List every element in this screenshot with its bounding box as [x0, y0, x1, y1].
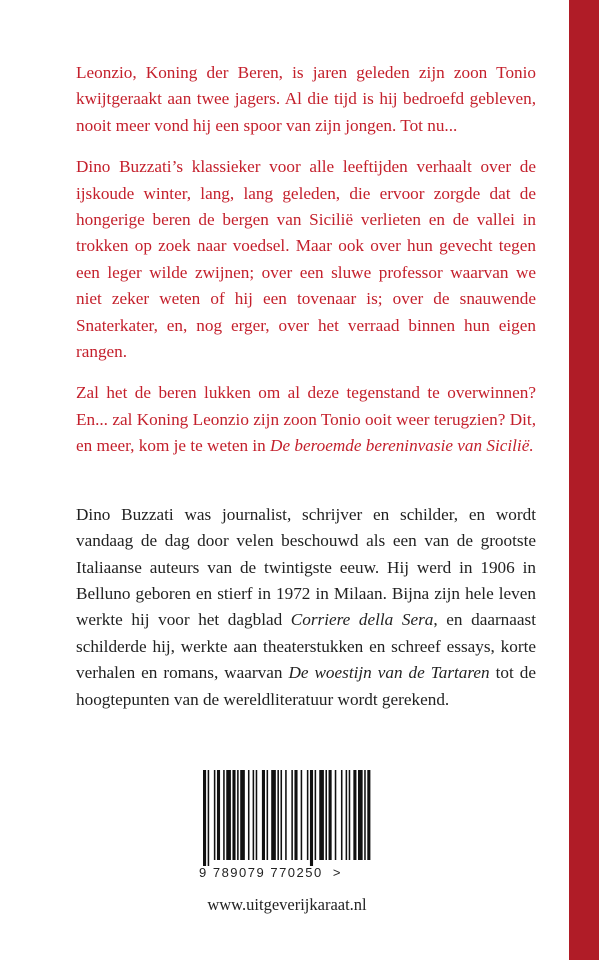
author-bio-part-1: Dino Buzzati was journalist, schrijver en schilder, en wordt vandaag de dag door velen beschouwd als een van de grootste Italiaanse auteurs van de twintigste eeuw. Hij werd in 1906 in Belluno geboren en stierf in 1972 in Milaan. Bijna zijn hele leven werkte hij voor het dagblad — [76, 504, 536, 630]
barcode-bar — [262, 770, 265, 860]
barcode-bar — [341, 770, 343, 860]
barcode-bar — [329, 770, 332, 860]
barcode-bar — [364, 770, 366, 860]
barcode-bar — [208, 770, 210, 866]
barcode-bar — [335, 770, 337, 860]
intro-paragraph-3-text: Zal het de beren lukken om al deze tegenstand te overwinnen? En... zal Koning Leonzio zijn zoon Tonio ooit weer terugzien? Dit, en meer, kom je te weten in — [76, 383, 536, 456]
isbn-barcode — [199, 770, 375, 882]
barcode-bar — [291, 770, 293, 860]
barcode-bar — [237, 770, 239, 860]
barcode-bar — [203, 770, 206, 866]
barcode-bars — [199, 770, 375, 870]
publisher-website: www.uitgeverijkaraat.nl — [207, 895, 367, 914]
barcode-bar — [319, 770, 324, 860]
barcode-bar — [315, 770, 317, 860]
barcode-bar — [277, 770, 279, 860]
barcode-bar — [367, 770, 370, 860]
barcode-bar — [346, 770, 348, 860]
barcode-bar — [214, 770, 216, 860]
intro-paragraph-1: Leonzio, Koning der Beren, is jaren geleden zijn zoon Tonio kwijtgeraakt aan twee jagers. Al die tijd is hij bedroefd gebleven, nooit meer vond hij een spoor van zijn jongen. Tot nu... — [76, 63, 536, 135]
barcode-bar — [248, 770, 250, 860]
author-bio-part-2: , en daarnaast schilderde hij, werkte aan theaterstukken en schreef essays, korte verhalen en romans, waarvan — [76, 610, 536, 683]
barcode-bar — [301, 770, 303, 860]
intro-paragraph-2: Dino Buzzati’s klassieker voor alle leeftijden verhaalt over de ijskoude winter, lang, lang geleden, die ervoor zorgde dat de hongerige beren de bergen van Sicilië verlieten en de vallei in trokken op zoek naar voedsel. Maar ook over hun gevecht tegen een leger wilde zwijnen; over een sluwe professor waarvan we niet zeker weten of hij een tovenaar is; over de snauwende Snaterkater, en, nog erger, over het verraad binnen hun eigen rangen. — [76, 157, 536, 362]
isbn-number: 9 789079 770250 > — [199, 865, 343, 880]
spine-red-stripe — [569, 0, 599, 960]
barcode-bar — [271, 770, 276, 860]
newspaper-title: Corriere della Sera — [290, 610, 434, 630]
barcode-bar — [232, 770, 235, 860]
intro-paragraph-3 — [76, 380, 536, 459]
book-title: De beroemde bereninvasie van Sicilië. — [270, 436, 534, 456]
author-bio-part-3: tot de hoogtepunten van de wereldliteratuur wordt gerekend. — [76, 663, 536, 709]
barcode-bar — [223, 770, 225, 860]
barcode-bar — [353, 770, 356, 860]
barcode-bar — [325, 770, 327, 860]
barcode-bar — [307, 770, 309, 860]
barcode-bar — [310, 770, 313, 866]
barcode-bar — [240, 770, 245, 860]
barcode-bar — [281, 770, 283, 860]
barcode-bar — [226, 770, 231, 860]
barcode-bar — [267, 770, 269, 860]
barcode-bar — [253, 770, 255, 860]
barcode-bar — [349, 770, 351, 860]
barcode-bar — [217, 770, 220, 860]
barcode-bar — [256, 770, 258, 860]
author-bio — [76, 502, 536, 713]
blurb-text — [76, 60, 536, 713]
barcode-bar — [285, 770, 287, 860]
novel-title: De woestijn van de Tartaren — [288, 663, 490, 683]
barcode-bar — [294, 770, 297, 860]
barcode-bar — [358, 770, 363, 860]
